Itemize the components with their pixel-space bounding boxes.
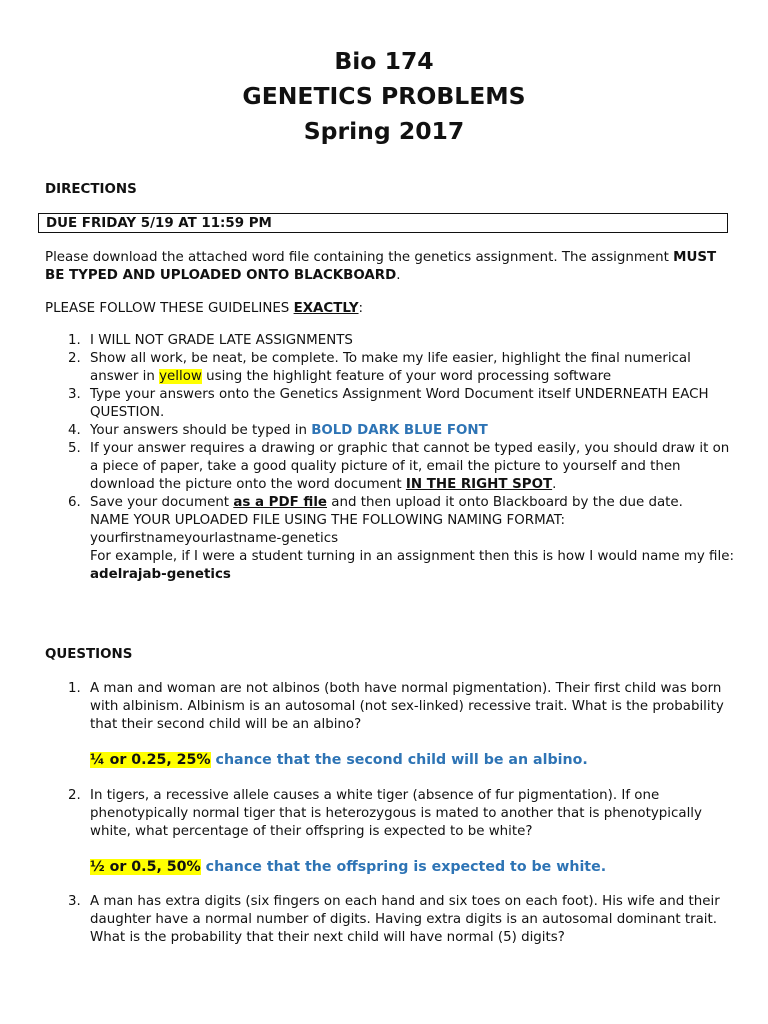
item-text-end: and then upload it onto Blackboard by the due date. xyxy=(327,495,683,510)
assignment-title: GENETICS PROBLEMS xyxy=(242,82,526,110)
due-date-box: DUE FRIDAY 5/19 AT 11:59 PM xyxy=(38,213,728,233)
guidelines-intro xyxy=(45,300,735,318)
intro-bold-text: MUST BE TYPED AND UPLOADED ONTO BLACKBOARD xyxy=(45,250,717,283)
guideline-item xyxy=(45,422,735,440)
guideline-item xyxy=(45,386,735,422)
guidelines-colon: : xyxy=(358,301,364,316)
naming-format-example: yourfirstnameyourlastname-genetics xyxy=(90,531,339,546)
naming-format-line: NAME YOUR UPLOADED FILE USING THE FOLLOWING NAMING FORMAT: xyxy=(90,513,565,528)
intro-end: . xyxy=(396,268,401,283)
item-text: Your answers should be typed in xyxy=(90,423,312,438)
item-text-end: . xyxy=(552,477,557,492)
item-number: 6. xyxy=(68,495,81,510)
answer-2 xyxy=(90,858,606,876)
directions-heading: DIRECTIONS xyxy=(45,182,137,197)
guideline-item xyxy=(45,332,735,350)
guidelines-list xyxy=(45,332,735,584)
question-3 xyxy=(45,893,735,947)
question-2 xyxy=(45,787,735,841)
question-number: 3. xyxy=(68,894,81,909)
answer-text: chance that the offspring is expected to be white. xyxy=(200,859,607,875)
guideline-item xyxy=(45,440,735,494)
guidelines-emphasis: EXACTLY xyxy=(293,301,359,316)
item-text: Save your document xyxy=(90,495,234,510)
course-title: Bio 174 xyxy=(334,47,434,75)
item-text: I WILL NOT GRADE LATE ASSIGNMENTS xyxy=(90,333,353,348)
question-item xyxy=(45,893,735,947)
question-number: 1. xyxy=(68,681,81,696)
example-filename: adelrajab-genetics xyxy=(90,567,231,582)
question-text: A man has extra digits (six fingers on each hand and six toes on each foot). His wife and their daughter have a normal number of digits. Having extra digits is an autosomal dominant trait. What is the probability that their next child will have normal (5) digits? xyxy=(90,894,720,945)
item-number: 5. xyxy=(68,441,81,456)
item-number: 3. xyxy=(68,387,81,402)
questions-heading: QUESTIONS xyxy=(45,647,133,662)
highlighted-word: yellow xyxy=(159,369,202,384)
answer-value: ¼ or 0.25, 25% xyxy=(90,752,211,768)
example-text: For example, if I were a student turning in an assignment then this is how I would name my file: xyxy=(90,549,734,564)
question-number: 2. xyxy=(68,788,81,803)
item-text: If your answer requires a drawing or graphic that cannot be typed easily, you should draw it on a piece of paper, take a good quality picture of it, email the picture to yourself and then download the picture onto the word document xyxy=(90,441,730,492)
guideline-item xyxy=(45,350,735,386)
intro-paragraph xyxy=(45,249,735,285)
item-text: Show all work, be neat, be complete. To make my life easier, highlight the final numerical answer in xyxy=(90,351,691,384)
item-number: 2. xyxy=(68,351,81,366)
question-1 xyxy=(45,680,735,734)
underlined-text: as a PDF file xyxy=(233,495,328,510)
guideline-item xyxy=(45,494,735,584)
intro-text: Please download the attached word file containing the genetics assignment. The assignment xyxy=(45,250,669,265)
underlined-text: IN THE RIGHT SPOT xyxy=(405,477,553,492)
blue-font-text: BOLD DARK BLUE FONT xyxy=(311,423,488,438)
guidelines-text: PLEASE FOLLOW THESE GUIDELINES xyxy=(45,301,294,316)
question-item xyxy=(45,787,735,841)
answer-value: ½ or 0.5, 50% xyxy=(90,859,201,875)
item-number: 4. xyxy=(68,423,81,438)
item-text-end: using the highlight feature of your word processing software xyxy=(201,369,612,384)
question-text: A man and woman are not albinos (both have normal pigmentation). Their first child was born with albinism. Albinism is an autosomal (not sex-linked) recessive trait. What is the probability that their second child will be an albino? xyxy=(90,681,724,732)
answer-1 xyxy=(90,751,588,769)
item-number: 1. xyxy=(68,333,81,348)
term-title: Spring 2017 xyxy=(303,117,465,145)
question-item xyxy=(45,680,735,734)
item-text: Type your answers onto the Genetics Assignment Word Document itself UNDERNEATH EACH QUESTION. xyxy=(90,387,709,420)
answer-text: chance that the second child will be an albino. xyxy=(210,752,588,768)
question-text: In tigers, a recessive allele causes a white tiger (absence of fur pigmentation). If one phenotypically normal tiger that is heterozygous is mated to another that is phenotypically white, what percentage of their offspring is expected to be white? xyxy=(90,788,702,839)
